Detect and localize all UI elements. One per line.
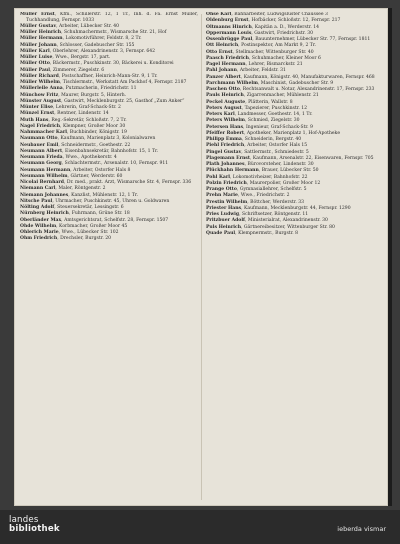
entry-details: Wwe., Friedrichstr. 2 [240,193,290,199]
directory-entry: Plückhahn Hermann, Brauer, Lübecker Str. 50 [206,168,319,174]
entry-details: Oberlehrer, Alexandrinenstr. 3, Fernspr. 642 [52,48,156,54]
entry-name: Nahmmacher Karl [20,130,67,136]
directory-entry: Neubauer Emil, Schneidermstr., Goethestr. 22 [20,142,131,148]
entry-name: Piehl Friedrich [206,143,245,149]
entry-name: Peters August [206,105,242,111]
entry-details: Rentner, Lindenstr. 14 [57,111,109,117]
entry-details: Tischlermstr., Werkstatt Am Packhof 4, Fernspr. 2187 [62,80,187,86]
entry-name: Müller Luise [20,55,53,61]
entry-details: Reg.-Sekretär, Schloßstr. 7, 2 Tr. [51,117,127,123]
entry-name: Petersen Hans [206,124,244,130]
directory-entry: Oberländer Max, Amtsgerichtsrat, Schelfstr. 28, Fernspr. 1507 [20,217,169,223]
entry-details: Lokomotivheizer, Bahnhofstr. 22 [232,174,308,180]
entry-details: Schneidermstr., Goethestr. 22 [61,142,131,148]
entry-name: Nölting Adolf [20,205,55,211]
directory-entry: Münzel Ernst, Rentner, Lindenstr. 14 [20,111,109,117]
entry-name: Nicolai Bernhard [20,180,64,186]
entry-details: Kaufmann, Arsenalstr. 22, Eisenwaren, Fernspr. 705 [252,155,374,161]
directory-entry: Ossenbrügge Paul, Bauunternehmer, Lübecker Str. 77, Fernspr. 1811 [206,37,371,42]
directory-entry: Paschen Otto, Rechtsanwalt u. Notar, Alexandrinenstr. 17, Fernspr. 233 [206,87,375,92]
entry-name: Ohde Wilhelm [20,223,57,229]
entry-name: Nitsche Paul [20,198,53,204]
entry-name: Otto Ernst [206,49,233,55]
entry-name: Münzel Ernst [20,111,55,117]
directory-entry: Neumann Frieda, Wwe., Apothekerstr. 4 [20,155,117,161]
directory-entry: Pahl Johann, Arbeiter, Feldstr. 31 [206,68,286,74]
entry-details: Maurerpolier, Großer Moor 12 [249,180,321,186]
entry-name: Neumann Albert [20,148,63,154]
entry-name: Pahl Johann [206,68,237,74]
directory-entry: Müller Karl, Oberlehrer, Alexandrinenstr. 3, Fernspr. 642 [20,48,156,54]
directory-entry: Petersen Hans, Ingenieur, Graf-Schack-Str. 9 [206,124,313,130]
footer-credit: ieberda vismar [337,525,386,533]
entry-name: Pfeiffer Robert [206,130,244,136]
directory-entry: Pagel Hermann, Lehrer, Bismarckstr. 21 [206,62,303,67]
directory-entry: Pries Ludwig, Schriftsetzer, Röntgenstr. 11 [206,212,309,217]
directory-entry: Ohlerich Marie, Wwe., Lübecker Str. 102 [20,230,119,236]
directory-entry: Nicolai Bernhard, Dr. med., prakt. Arzt, Wismarsche Str. 4, Fernspr. 336 [20,180,192,186]
entry-name: Ohse Karl [206,12,232,17]
entry-name: Müller Hermann [20,36,63,42]
directory-entry: Oppermann Louis, Gastwirt, Friedrichstr. 30 [206,30,314,36]
entry-name: Plath Johannes [206,162,245,167]
entry-name: Ossenbrügge Paul [206,37,253,42]
entry-details: Arbeiter, Lübecker Str. 40 [59,23,120,29]
entry-details: Lehrerin, Graf-Schack-Str. 2 [55,105,121,111]
entry-name: Pingel Gustav [206,149,242,155]
entry-details: Putzmacherin, Friedrichstr. 11 [65,86,137,92]
entry-name: Prestin Wilhelm [206,199,248,205]
entry-name: Pauls Heinrich [206,93,244,99]
directory-entry: Priester Hans, Kaufmann, Mecklenburgstr. 44, Fernspr. 1290 [206,205,351,211]
directory-entry: Müller Luise, Wwe., Bergstr. 17, part. [20,55,111,61]
entry-details: Wwe., Apothekerstr. 4 [65,155,117,161]
entry-details: Bahnarbeiter, Ludwigsluster Chaussee 3 [234,12,328,17]
entry-name: Niemann Johannes [20,192,69,198]
entry-name: Müller Johann [20,42,57,48]
entry-name: Peters Karl [206,112,235,117]
directory-entry: Müller Hermann, Lokomotivführer, Feldstr. 8, 2 Tr. [20,36,142,42]
directory-entry: Parchmann Wilhelm, Maschinist, Gadebuscher Str. 9 [206,80,334,86]
entry-details: Steuersekretär, Lessingstr. 6 [57,205,124,211]
directory-entry: Müller Heinrich, Schuhmachermstr., Wismarsche Str. 21, Hof [20,30,167,36]
directory-entry: Ott Heinrich, Postinspektor, Am Markt 9, 2 Tr. [206,43,316,49]
entry-name: Neumann Hermann [20,167,71,173]
entry-details: Postschaffner, Heinrich-Mann-Str. 9, 1 Tr. [61,73,158,79]
entry-details: Schuhmachermstr., Wismarsche Str. 21, Hof [64,30,167,36]
entry-details: Kapitän a. D., Werderstr. 14 [254,24,319,30]
directory-entry: Prehn Marie, Wwe., Friedrichstr. 2 [206,193,290,199]
directory-entry: Nölting Adolf, Steuersekretär, Lessingstr. 6 [20,205,124,211]
column-divider [201,14,202,500]
entry-details: Hofbäcker, Schloßstr. 12, Fernspr. 217 [251,18,341,24]
directory-entry: Oldenburg Ernst, Hofbäcker, Schloßstr. 12, Fernspr. 217 [206,18,341,24]
directory-entry: Prange Otto, Gymnasiallehrer, Schelfstr. 5 [206,187,307,192]
directory-entry: Oltmanns Hinrich, Kapitän a. D., Werderstr. 14 [206,24,319,30]
entry-details: Tapezierer, Puschkinstr. 12 [244,105,308,111]
directory-entry: Peters Karl, Landmesser, Goethestr. 14, 1 Tr. [206,112,313,117]
directory-entry: Müller Richard, Postschaffner, Heinrich-Mann-Str. 9, 1 Tr. [20,73,158,79]
entry-details: Kaufmann, Königstr. 40, Manufakturwaren, Fernspr. 468 [243,74,375,80]
entry-details: Schneiderin, Bergstr. 40 [244,137,302,142]
directory-entry: Naumann Otto, Kaufmann, Marienplatz 3, Kolonialwaren [20,136,156,142]
entry-details: Korbmacher, Großer Moor 45 [59,223,128,229]
entry-details: Fuhrmann, Grüne Str. 18 [71,211,130,217]
directory-entry: Nagel Friedrich, Klempner, Großer Moor 30 [20,123,126,129]
directory-entry: Niemann Carl, Maler, Röntgenstr. 2 [20,186,106,192]
entry-name: Panzer Albert [206,74,241,80]
entry-details: Kfm., Schillerstr. 12, 1 Tr., Inh. d. Fa. Ernst Müller, Tuchhandlung, Fernspr. 1033 [26,12,198,23]
entry-name: Oberländer Max [20,217,62,223]
entry-name: Müller Gustav [20,23,57,29]
directory-entry: Paasch Friedrich, Schuhmacher, Kleiner Moor 6 [206,55,321,61]
directory-entry: Pingel Gustav, Sattlermstr., Schmiedestr. 5 [206,149,309,155]
entry-name: Prehn Marie [206,193,238,199]
entry-name: Niemann Carl [20,186,56,192]
directory-entry: Puls Heinrich, Gärtnereibesitzer, Wittenburger Str. 80 [206,224,335,230]
entry-name: Pagel Hermann [206,62,246,67]
entry-details: Uhrmacher, Puschkinstr. 45, Uhren u. Goldwaren [55,198,170,204]
entry-details: Klempner, Großer Moor 30 [62,123,126,129]
entry-details: Postinspektor, Am Markt 9, 2 Tr. [241,43,316,49]
directory-entry: Pauls Heinrich, Zigarrenmacher, Mühlenstr. 21 [206,93,319,99]
entry-name: Ohlerich Marie [20,230,59,236]
entry-name: Pritzbuer Adolf [206,218,246,224]
entry-details: Maurer, Burgstr. 5, Hinterh. [61,92,127,98]
directory-entry: Piehl Friedrich, Arbeiter, Ostorfer Hals 15 [206,143,308,149]
entry-name: Paschen Otto [206,87,240,92]
entry-name: Prange Otto [206,187,237,192]
entry-details: Brauer, Lübecker Str. 50 [261,168,319,174]
entry-name: Müller Wilhelm [20,80,60,86]
entry-details: Wwe., Bergstr. 17, part. [55,55,111,61]
right-column [206,12,384,502]
entry-details: Gärtner, Werderstr. 60 [70,173,123,179]
entry-details: Bauunternehmer, Lübecker Str. 77, Fernspr. 1811 [255,37,371,42]
entry-name: Müller Karl [20,48,50,54]
directory-entry: Müller Paul, Zimmerer, Ziegelstr. 6 [20,67,105,73]
directory-entry: Peters August, Tapezierer, Puschkinstr. 12 [206,105,308,111]
entry-details: Wwe., Lübecker Str. 102 [61,230,119,236]
entry-details: Plätterin, Wallstr. 8 [248,99,293,105]
directory-entry: Panzer Albert, Kaufmann, Königstr. 40, Manufakturwaren, Fernspr. 468 [206,74,375,80]
directory-entry: Prestin Wilhelm, Böttcher, Werderstr. 33 [206,199,305,205]
directory-entry: Ohm Friedrich, Drechsler, Burgstr. 20 [20,236,112,242]
entry-name: Neubauer Emil [20,142,59,148]
left-column [20,12,198,502]
directory-entry: Nahmmacher Karl, Buchbinder, Königstr. 19 [20,130,127,136]
entry-name: Quade Paul [206,230,236,236]
entry-name: Plagemann Ernst [206,155,250,161]
entry-details: Arbeiter, Ostorfer Hals 15 [247,143,308,149]
directory-entry: Peters Wilhelm, Schmied, Ziegelstr. 30 [206,118,300,124]
entry-name: Polzin Friedrich [206,180,247,186]
entry-details: Maschinist, Gadebuscher Str. 9 [260,80,334,86]
entry-details: Landmesser, Goethestr. 14, 1 Tr. [237,112,313,117]
entry-name: Münter Elise [20,105,53,111]
entry-details: Gastwirt, Mecklenburgstr. 25, Gasthof „Zum Anker“ [64,98,185,104]
entry-name: Priester Hans [206,205,242,211]
entry-name: Müller Heinrich [20,30,62,36]
directory-entry: Ohse Karl, Bahnarbeiter, Ludwigsluster Chaussee 3 [206,12,328,17]
entry-details: Arbeiter, Ostorfer Hals 8 [73,167,131,173]
entry-details: Schuhmacher, Kleiner Moor 6 [251,55,321,61]
entry-name: Nürnberg Heinrich [20,211,69,217]
directory-entry: Müller Wilhelm, Tischlermstr., Werkstatt Am Packhof 4, Fernspr. 2187 [20,80,187,86]
entry-details: Bäckermstr., Puschkinstr. 30, Bäckerei u. Konditorei [52,61,174,67]
directory-entry: Münter Elise, Lehrerin, Graf-Schack-Str. 2 [20,105,121,111]
directory-entry: Otto Ernst, Stellmacher, Wittenburger Str. 40 [206,49,314,55]
entry-details: Kanzlist, Mühlenstr. 12, 1 Tr. [71,192,139,198]
entry-name: Münchow Fritz [20,92,59,98]
library-logo [9,516,60,534]
entry-name: Neumann Frieda [20,155,63,161]
entry-details: Böttcher, Werderstr. 33 [250,199,305,205]
directory-entry: Nürnberg Heinrich, Fuhrmann, Grüne Str. 18 [20,211,130,217]
entry-name: Nagel Friedrich [20,123,61,129]
entry-details: Zimmerer, Ziegelstr. 6 [52,67,105,73]
directory-entry: Neumann Albert, Eisenbahnsekretär, Bahnhofstr. 15, 1 Tr. [20,148,159,154]
entry-details: Arbeiter, Feldstr. 31 [239,68,286,74]
entry-details: Rechtsanwalt u. Notar, Alexandrinenstr. 17, Fernspr. 233 [242,87,375,92]
entry-name: Oltmanns Hinrich [206,24,252,30]
directory-entry: Münster August, Gastwirt, Mecklenburgstr. 25, Gasthof „Zum Anker“ [20,98,185,104]
document-page [14,8,388,506]
directory-entry: Plath Johannes, Bürovorsteher, Lindenstr. 30 [206,162,314,167]
entry-name: Müller Otto [20,61,50,67]
directory-entry: Muth Hans, Reg.-Sekretär, Schloßstr. 7, 2 Tr. [20,117,127,123]
directory-entry: Neumann Wilhelm, Gärtner, Werderstr. 60 [20,173,123,179]
entry-name: Parchmann Wilhelm [206,80,258,86]
directory-entry: Müller Johann, Schlosser, Gadebuscher Str. 155 [20,42,135,48]
directory-entry: Niemann Johannes, Kanzlist, Mühlenstr. 12, 1 Tr. [20,192,139,198]
entry-details: Apotheker, Marienplatz 1, Hof-Apotheke [246,130,341,136]
entry-details: Maler, Röntgenstr. 2 [58,186,106,192]
entry-name: Oppermann Louis [206,30,252,36]
entry-name: Münster August [20,98,62,104]
entry-details: Stellmacher, Wittenburger Str. 40 [235,49,314,55]
directory-entry: Pritzbuer Adolf, Ministerialrat, Alexandrinenstr. 30 [206,218,328,224]
entry-details: Kaufmann, Marienplatz 3, Kolonialwaren [60,136,156,142]
entry-name: Naumann Otto [20,136,58,142]
entry-name: Ott Heinrich [206,43,239,49]
directory-entry: Polzin Friedrich, Maurerpolier, Großer Moor 12 [206,180,321,186]
entry-name: Philipp Emma [206,137,242,142]
entry-details: Buchbinder, Königstr. 19 [69,130,127,136]
entry-name: Ohm Friedrich [20,236,58,242]
entry-name: Muth Hans [20,117,49,123]
directory-entry: Nitsche Paul, Uhrmacher, Puschkinstr. 45, Uhren u. Goldwaren [20,198,170,204]
directory-entry: Ohde Wilhelm, Korbmacher, Großer Moor 45 [20,223,128,229]
entry-details: Gärtnereibesitzer, Wittenburger Str. 80 [243,224,335,230]
entry-details: Schlachtermstr., Arsenalstr. 10, Fernspr. 911 [64,161,169,167]
entry-name: Oldenburg Ernst [206,18,249,24]
logo-line-2: bibliothek [9,524,60,534]
directory-entry: Plagemann Ernst, Kaufmann, Arsenalstr. 22, Eisenwaren, Fernspr. 705 [206,155,374,161]
entry-name: Plückhahn Hermann [206,168,259,174]
directory-entry: Peckel Auguste, Plätterin, Wallstr. 8 [206,99,293,105]
entry-details: Gastwirt, Friedrichstr. 30 [254,30,314,36]
entry-name: Pohl Karl [206,174,230,180]
directory-entry: Müller Gustav, Arbeiter, Lübecker Str. 40 [20,23,120,29]
directory-entry: Müllerleile Anna, Putzmacherin, Friedrichstr. 11 [20,86,137,92]
entry-name: Müller Ernst [20,12,55,17]
book-spine [388,8,392,506]
entry-details: Ministerialrat, Alexandrinenstr. 30 [247,218,328,224]
entry-details: Lehrer, Bismarckstr. 21 [248,62,303,67]
entry-details: Bürovorsteher, Lindenstr. 30 [247,162,314,167]
entry-name: Peckel Auguste [206,99,246,105]
entry-details: Schmied, Ziegelstr. 30 [247,118,300,124]
directory-entry: Pohl Karl, Lokomotivheizer, Bahnhofstr. 22 [206,174,308,180]
entry-details: Schlosser, Gadebuscher Str. 155 [59,42,135,48]
entry-details: Kaufmann, Mecklenburgstr. 44, Fernspr. 1290 [243,205,351,211]
entry-details: Schriftsetzer, Röntgenstr. 11 [242,212,309,217]
entry-details: Zigarrenmacher, Mühlenstr. 21 [246,93,319,99]
entry-name: Peters Wilhelm [206,118,245,124]
entry-details: Gymnasiallehrer, Schelfstr. 5 [239,187,307,192]
entry-name: Neumann Georg [20,161,62,167]
entry-details: Lokomotivführer, Feldstr. 8, 2 Tr. [65,36,142,42]
entry-details: Drechsler, Burgstr. 20 [60,236,112,242]
entry-details: Ingenieur, Graf-Schack-Str. 9 [245,124,313,130]
entry-name: Müller Richard [20,73,59,79]
entry-name: Puls Heinrich [206,224,242,230]
directory-entry: Philipp Emma, Schneiderin, Bergstr. 40 [206,137,302,142]
entry-details: Klempnermstr., Burgstr. 8 [238,230,299,236]
directory-entry: Müller Ernst, Kfm., Schillerstr. 12, 1 Tr., Inh. d. Fa. Ernst Müller, Tuchhandlung, Fernspr. 1033 [20,12,198,23]
directory-entry: Neumann Hermann, Arbeiter, Ostorfer Hals 8 [20,167,131,173]
directory-entry: Münchow Fritz, Maurer, Burgstr. 5, Hinterh. [20,92,127,98]
entry-details: Sattlermstr., Schmiedestr. 5 [244,149,309,155]
directory-entry: Quade Paul, Klempnermstr., Burgstr. 8 [206,230,299,236]
directory-entry: Neumann Georg, Schlachtermstr., Arsenalstr. 10, Fernspr. 911 [20,161,169,167]
directory-entry: Pfeiffer Robert, Apotheker, Marienplatz 1, Hof-Apotheke [206,130,341,136]
logo-line-1: landes [9,515,39,525]
entry-name: Pries Ludwig [206,212,240,217]
entry-details: Amtsgerichtsrat, Schelfstr. 28, Fernspr. 1507 [64,217,169,223]
directory-entry: Müller Otto, Bäckermstr., Puschkinstr. 30, Bäckerei u. Konditorei [20,61,174,67]
entry-name: Müller Paul [20,67,50,73]
entry-details: Eisenbahnsekretär, Bahnhofstr. 15, 1 Tr. [65,148,159,154]
entry-details: Dr. med., prakt. Arzt, Wismarsche Str. 4, Fernspr. 336 [66,180,192,186]
entry-name: Neumann Wilhelm [20,173,68,179]
entry-name: Paasch Friedrich [206,55,249,61]
entry-name: Müllerleile Anna [20,86,63,92]
